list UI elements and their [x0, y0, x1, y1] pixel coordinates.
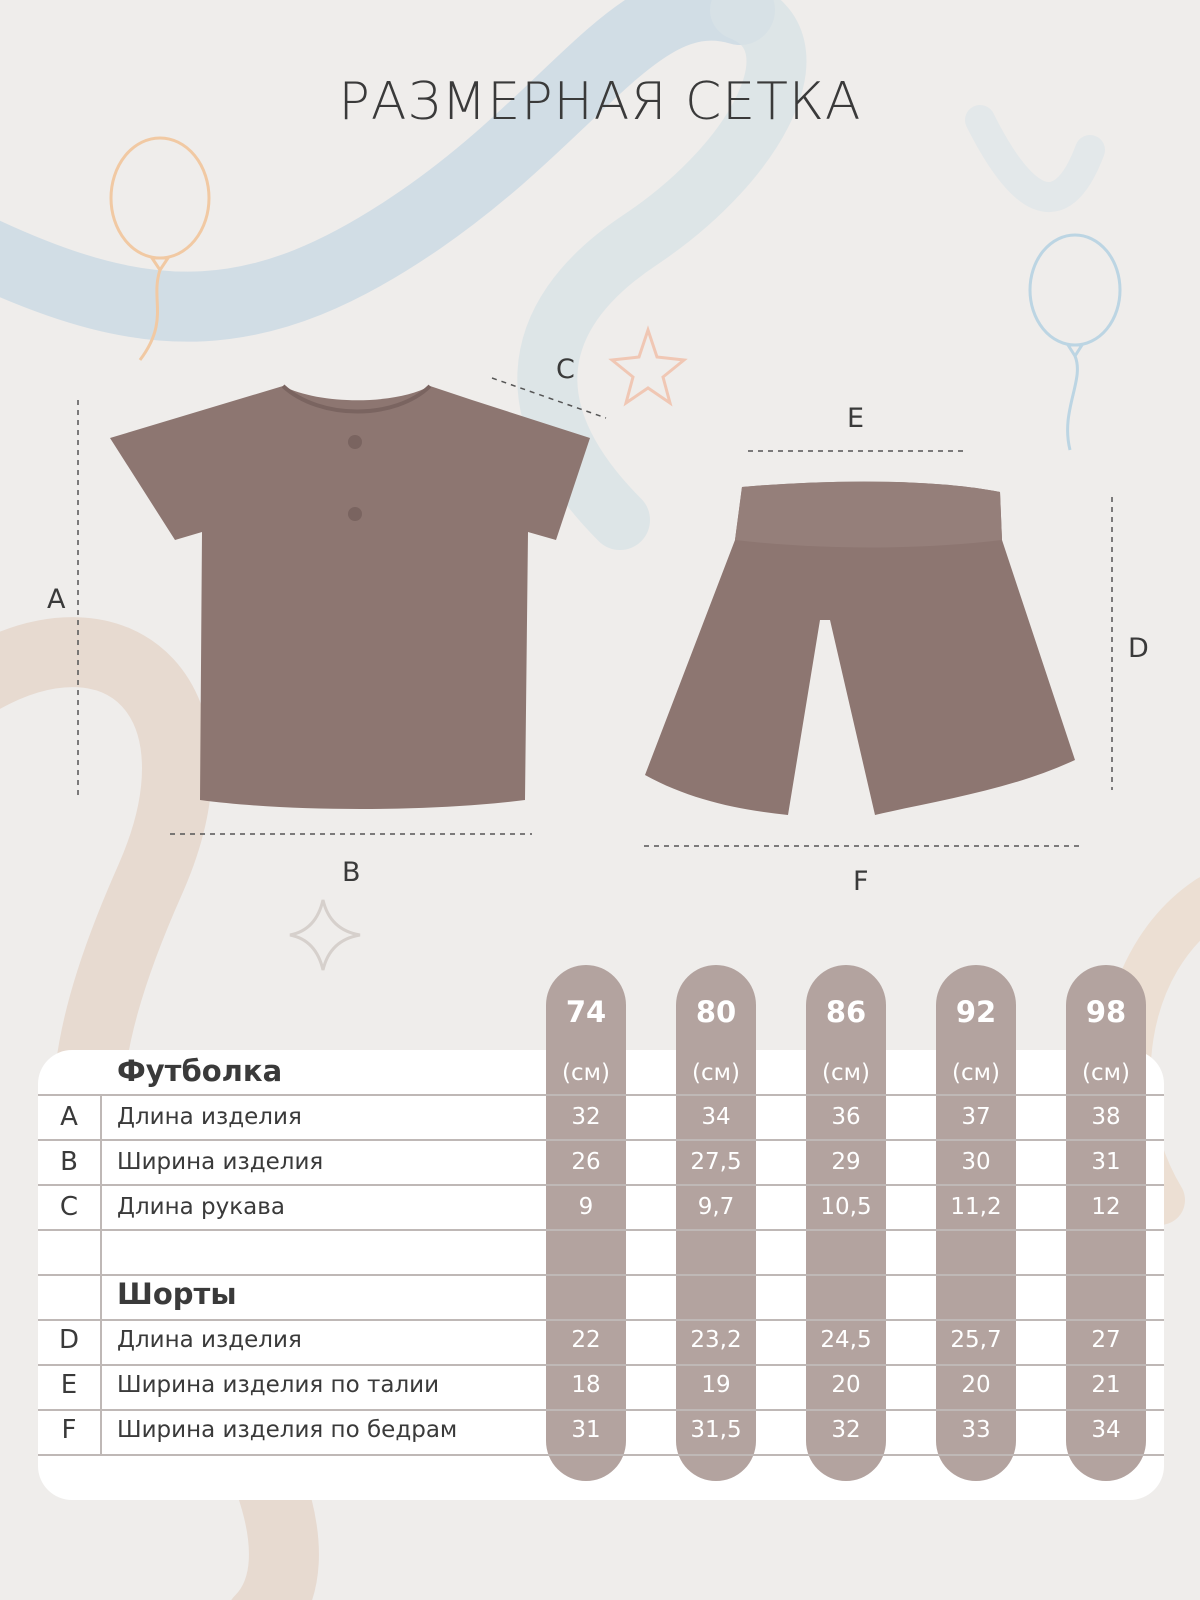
table-cell-value: 18	[571, 1372, 601, 1398]
measure-label-d: D	[1128, 633, 1149, 664]
unit-label: (см)	[562, 1060, 610, 1086]
table-row-divider	[38, 1094, 1164, 1096]
shorts-image	[645, 482, 1075, 815]
table-cell-value: 27	[1091, 1327, 1121, 1353]
shorts-heading: Шорты	[117, 1277, 237, 1311]
table-row-divider	[38, 1229, 1164, 1231]
table-cell-value: 11,2	[950, 1194, 1002, 1220]
table-cell-value: 10,5	[820, 1194, 872, 1220]
table-cell-value: 26	[571, 1149, 601, 1175]
table-cell-value: 20	[831, 1372, 861, 1398]
measure-label-b: B	[342, 857, 361, 888]
unit-label: (см)	[822, 1060, 870, 1086]
row-code: D	[58, 1325, 80, 1355]
unit-label: (см)	[692, 1060, 740, 1086]
table-row-divider	[38, 1364, 1164, 1366]
size-column-86	[806, 965, 886, 1481]
row-code: A	[60, 1102, 78, 1132]
row-label: Длина изделия	[117, 1104, 302, 1130]
table-row-divider	[38, 1184, 1164, 1186]
table-cell-value: 24,5	[820, 1327, 872, 1353]
table-cell-value: 31	[1091, 1149, 1121, 1175]
table-cell-value: 30	[961, 1149, 991, 1175]
measure-label-a: A	[47, 584, 66, 615]
sparkle-icon	[290, 900, 360, 970]
table-cell-value: 31,5	[690, 1417, 742, 1443]
size-column-80	[676, 965, 756, 1481]
table-cell-value: 32	[831, 1417, 861, 1443]
unit-label: (см)	[1082, 1060, 1130, 1086]
size-header: 74	[565, 995, 607, 1029]
size-header: 86	[825, 995, 867, 1029]
table-cell-value: 9,7	[697, 1194, 735, 1220]
table-cell-value: 25,7	[950, 1327, 1002, 1353]
page-title: РАЗМЕРНАЯ СЕТКА	[338, 72, 862, 132]
table-cell-value: 37	[961, 1104, 991, 1130]
tshirt-heading: Футболка	[117, 1054, 283, 1088]
row-code: F	[61, 1415, 77, 1445]
size-column-92	[936, 965, 1016, 1481]
table-cell-value: 29	[831, 1149, 861, 1175]
table-cell-value: 31	[571, 1417, 601, 1443]
table-row-divider	[38, 1319, 1164, 1321]
size-header: 98	[1085, 995, 1127, 1029]
table-row-divider	[38, 1454, 1164, 1456]
measure-label-c: C	[556, 354, 575, 385]
size-header: 80	[695, 995, 737, 1029]
row-code: C	[59, 1192, 79, 1222]
star-icon	[612, 330, 684, 403]
table-cell-value: 34	[1091, 1417, 1121, 1443]
table-cell-value: 12	[1091, 1194, 1121, 1220]
table-cell-value: 34	[701, 1104, 731, 1130]
size-header: 92	[955, 995, 997, 1029]
table-cell-value: 36	[831, 1104, 861, 1130]
table-cell-value: 21	[1091, 1372, 1121, 1398]
table-column-divider	[100, 1094, 102, 1454]
measure-label-f: F	[853, 866, 869, 897]
table-row-divider	[38, 1409, 1164, 1411]
size-column-98	[1066, 965, 1146, 1481]
table-cell-value: 23,2	[690, 1327, 742, 1353]
row-label: Ширина изделия по бедрам	[117, 1417, 458, 1443]
table-cell-value: 19	[701, 1372, 731, 1398]
table-cell-value: 22	[571, 1327, 601, 1353]
table-cell-value: 38	[1091, 1104, 1121, 1130]
table-cell-value: 27,5	[690, 1149, 742, 1175]
row-label: Ширина изделия	[117, 1149, 324, 1175]
unit-label: (см)	[952, 1060, 1000, 1086]
row-label: Длина изделия	[117, 1327, 302, 1353]
row-code: E	[60, 1370, 78, 1400]
row-code: B	[60, 1147, 78, 1177]
row-label: Ширина изделия по талии	[117, 1372, 440, 1398]
table-cell-value: 20	[961, 1372, 991, 1398]
table-cell-value: 9	[578, 1194, 594, 1220]
balloon-icon	[1030, 235, 1120, 450]
row-label: Длина рукава	[117, 1194, 285, 1220]
table-cell-value: 33	[961, 1417, 991, 1443]
measure-label-e: E	[847, 403, 865, 434]
size-column-74	[546, 965, 626, 1481]
table-cell-value: 32	[571, 1104, 601, 1130]
table-row-divider	[38, 1139, 1164, 1141]
table-row-divider	[38, 1274, 1164, 1276]
